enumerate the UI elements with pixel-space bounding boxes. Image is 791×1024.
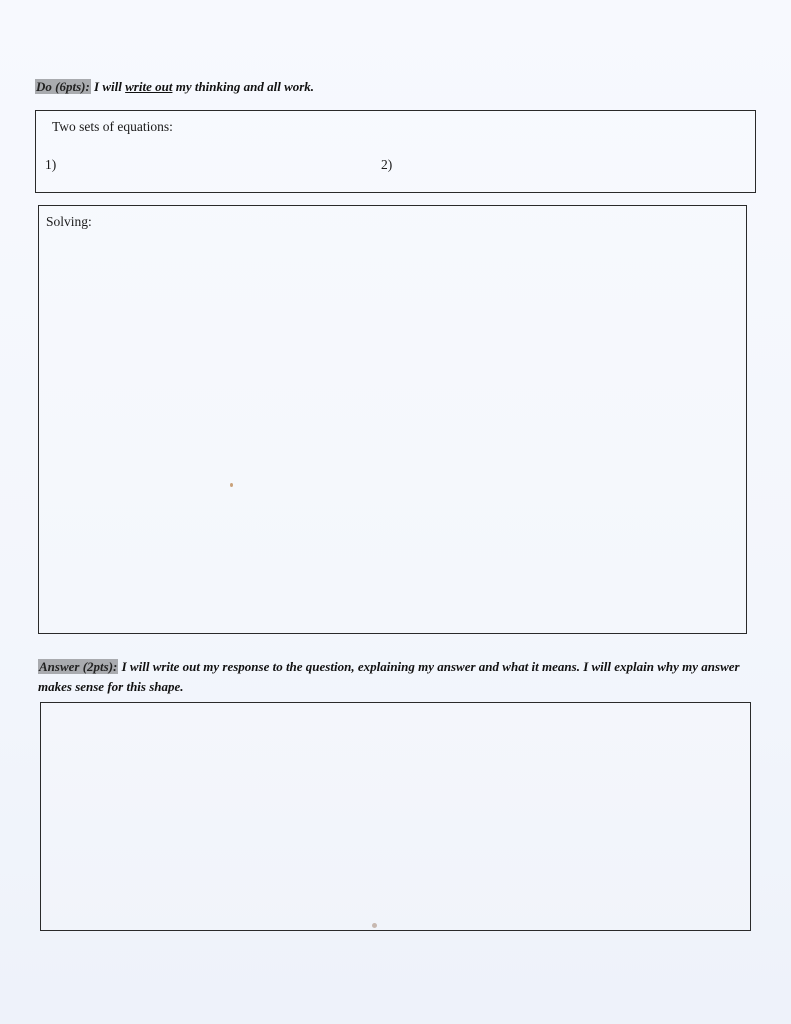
do-text-after: my thinking and all work. [172, 79, 315, 94]
equations-box[interactable] [35, 110, 756, 193]
do-text-before: I will [90, 79, 126, 94]
do-text-underlined: write out [125, 79, 173, 94]
answer-text: I will write out my response to the question, explaining my answer and what it means. I will explain why my answer makes sense for this shape. [38, 659, 740, 694]
paper-speck [230, 483, 233, 487]
do-heading [35, 77, 755, 97]
answer-points-tag: Answer (2pts): [39, 659, 118, 674]
equation-2-label: 2) [381, 157, 393, 172]
solving-box[interactable] [38, 205, 747, 634]
do-points-tag: Do (6pts): [36, 79, 90, 94]
paper-speck [372, 923, 377, 928]
answer-heading [38, 657, 768, 697]
answer-box[interactable] [40, 702, 751, 931]
equations-title: Two sets of equations: [52, 119, 173, 134]
solving-title: Solving: [46, 214, 92, 229]
equation-1-label: 1) [45, 157, 57, 172]
